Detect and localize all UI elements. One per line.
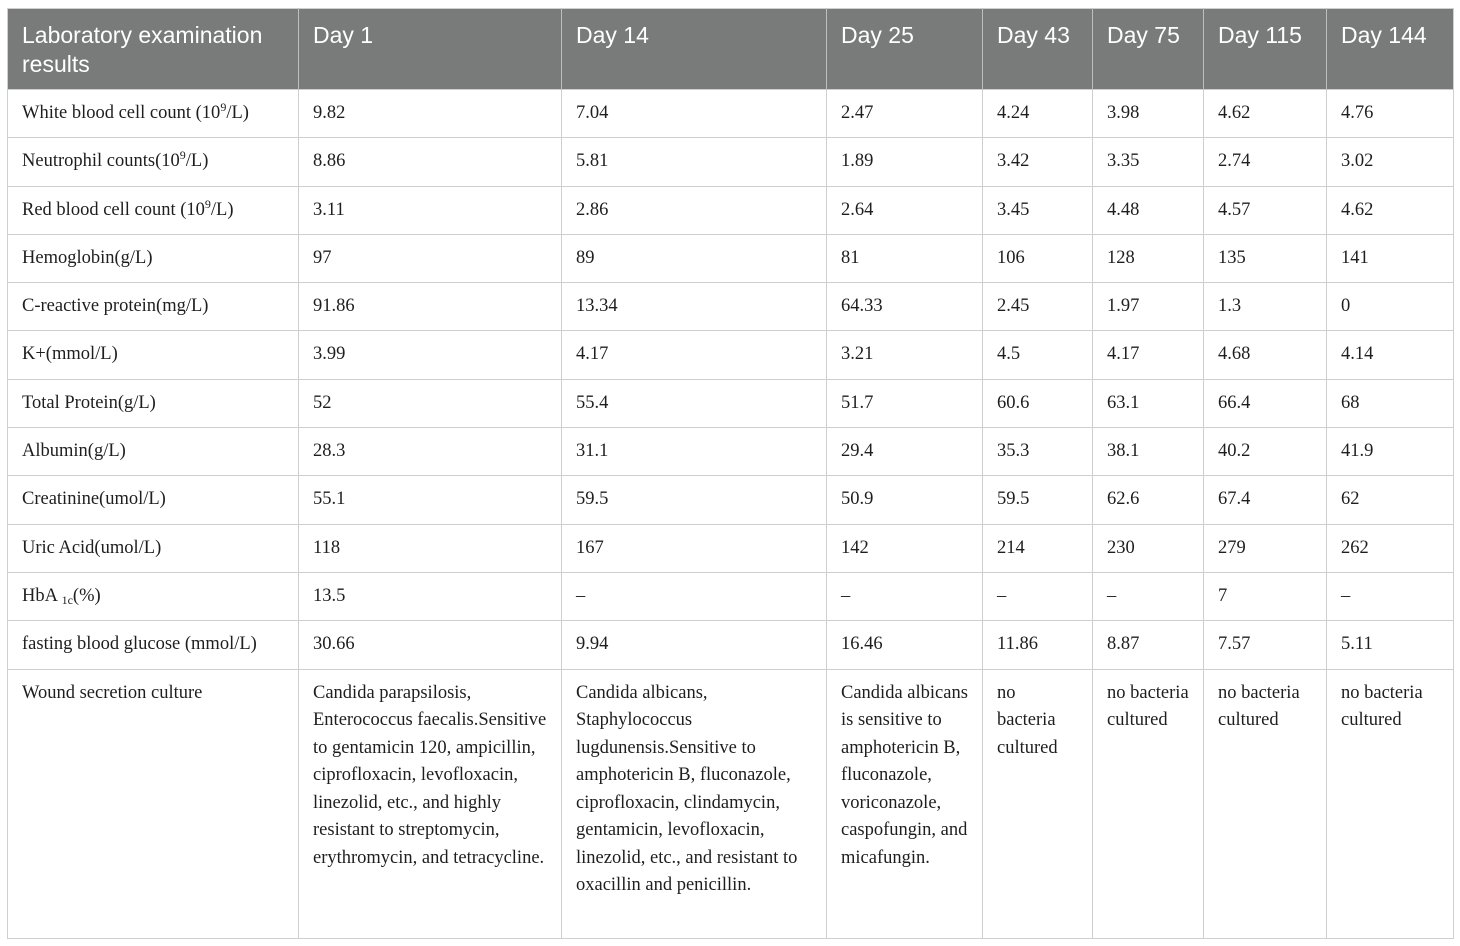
- value-cell: no bacteria cultured: [1204, 669, 1327, 938]
- value-cell: 38.1: [1093, 428, 1204, 476]
- value-cell: Candida parapsilosis, Enterococcus faecalis.Sensitive to gentamicin 120, ampicillin, ciprofloxacin, levofloxacin, linezolid, etc., and highly resistant to streptomycin, erythromycin, and tetracycline.: [299, 669, 562, 938]
- value-cell: 52: [299, 379, 562, 427]
- row-label: White blood cell count (10: [22, 103, 221, 123]
- row-label-subscript: 1c: [61, 592, 73, 607]
- value-cell: 40.2: [1204, 428, 1327, 476]
- value-cell: 66.4: [1204, 379, 1327, 427]
- row-label: Wound secretion culture: [22, 682, 203, 703]
- row-label-cell: [8, 428, 299, 476]
- value-cell: 106: [983, 234, 1093, 282]
- value-cell: 4.24: [983, 90, 1093, 138]
- value-cell: 3.11: [299, 186, 562, 234]
- value-cell: 3.98: [1093, 90, 1204, 138]
- value-cell: 4.17: [1093, 331, 1204, 379]
- row-label-unit: (%): [72, 585, 101, 606]
- row-label-cell: [8, 621, 299, 669]
- value-cell: 135: [1204, 234, 1327, 282]
- row-label: K+(mmol/L): [22, 344, 118, 365]
- row-label-cell: [8, 524, 299, 572]
- value-cell: 2.47: [827, 90, 983, 138]
- value-cell: 4.68: [1204, 331, 1327, 379]
- value-cell: 62.6: [1093, 476, 1204, 524]
- value-cell: 89: [562, 234, 827, 282]
- row-label: Red blood cell count (10: [22, 199, 205, 220]
- row-label-cell: [8, 90, 299, 138]
- value-cell: no bacteria cultured: [983, 669, 1093, 938]
- table-row: [8, 186, 1454, 234]
- header-cell-day-115: Day 115: [1204, 9, 1327, 90]
- value-cell: 3.42: [983, 138, 1093, 186]
- value-cell: no bacteria cultured: [1093, 669, 1204, 938]
- row-label-cell: [8, 669, 299, 938]
- row-label-superscript: 9: [204, 196, 211, 211]
- value-cell: 29.4: [827, 428, 983, 476]
- value-cell: 230: [1093, 524, 1204, 572]
- table-row: [8, 90, 1454, 138]
- value-cell: –: [827, 572, 983, 620]
- value-cell: 1.89: [827, 138, 983, 186]
- value-cell: 7.57: [1204, 621, 1327, 669]
- value-cell: –: [1093, 572, 1204, 620]
- row-label-superscript: 9: [179, 148, 186, 163]
- header-cell-test-name: Laboratory examination results: [8, 9, 299, 90]
- table-body: [8, 90, 1454, 939]
- value-cell: 142: [827, 524, 983, 572]
- table-row: [8, 476, 1454, 524]
- row-label: HbA: [22, 585, 62, 606]
- row-label: Neutrophil counts(10: [22, 151, 180, 172]
- value-cell: 167: [562, 524, 827, 572]
- value-cell: 2.86: [562, 186, 827, 234]
- value-cell: 31.1: [562, 428, 827, 476]
- table-row: [8, 379, 1454, 427]
- row-label-cell: [8, 283, 299, 331]
- header-cell-day-43: Day 43: [983, 9, 1093, 90]
- value-cell: 8.86: [299, 138, 562, 186]
- value-cell: 50.9: [827, 476, 983, 524]
- value-cell: 59.5: [983, 476, 1093, 524]
- value-cell: 279: [1204, 524, 1327, 572]
- value-cell: 9.82: [299, 90, 562, 138]
- value-cell: 118: [299, 524, 562, 572]
- value-cell: 141: [1327, 234, 1454, 282]
- value-cell: 4.17: [562, 331, 827, 379]
- row-label: Uric Acid(umol/L): [22, 537, 162, 558]
- value-cell: –: [562, 572, 827, 620]
- value-cell: 7.04: [562, 90, 827, 138]
- value-cell: 4.62: [1204, 90, 1327, 138]
- value-cell: 62: [1327, 476, 1454, 524]
- value-cell: 55.1: [299, 476, 562, 524]
- value-cell: 4.14: [1327, 331, 1454, 379]
- value-cell: 8.87: [1093, 621, 1204, 669]
- value-cell: –: [1327, 572, 1454, 620]
- table-row: [8, 283, 1454, 331]
- value-cell: 5.81: [562, 138, 827, 186]
- value-cell: 67.4: [1204, 476, 1327, 524]
- value-cell: 262: [1327, 524, 1454, 572]
- row-label-superscript: 9: [220, 100, 227, 114]
- table-row: [8, 138, 1454, 186]
- value-cell: 81: [827, 234, 983, 282]
- value-cell: 3.21: [827, 331, 983, 379]
- value-cell: 1.97: [1093, 283, 1204, 331]
- value-cell: 2.64: [827, 186, 983, 234]
- header-cell-day-25: Day 25: [827, 9, 983, 90]
- value-cell: no bacteria cultured: [1327, 669, 1454, 938]
- table-row: [8, 524, 1454, 572]
- value-cell: 64.33: [827, 283, 983, 331]
- value-cell: 4.76: [1327, 90, 1454, 138]
- value-cell: 3.45: [983, 186, 1093, 234]
- value-cell: 28.3: [299, 428, 562, 476]
- value-cell: 9.94: [562, 621, 827, 669]
- row-label: C-reactive protein(mg/L): [22, 296, 209, 317]
- value-cell: 7: [1204, 572, 1327, 620]
- value-cell: 11.86: [983, 621, 1093, 669]
- table-row: [8, 669, 1454, 938]
- value-cell: 0: [1327, 283, 1454, 331]
- row-label-cell: [8, 572, 299, 620]
- value-cell: 30.66: [299, 621, 562, 669]
- value-cell: 60.6: [983, 379, 1093, 427]
- header-row: [8, 9, 1454, 90]
- value-cell: 5.11: [1327, 621, 1454, 669]
- row-label-cell: [8, 331, 299, 379]
- row-label: fasting blood glucose (mmol/L): [22, 634, 257, 655]
- value-cell: 4.57: [1204, 186, 1327, 234]
- value-cell: 35.3: [983, 428, 1093, 476]
- row-label: Creatinine(umol/L): [22, 489, 166, 510]
- value-cell: 2.74: [1204, 138, 1327, 186]
- header-cell-day-14: Day 14: [562, 9, 827, 90]
- value-cell: 13.34: [562, 283, 827, 331]
- value-cell: 63.1: [1093, 379, 1204, 427]
- header-cell-day-144: Day 144: [1327, 9, 1454, 90]
- value-cell: 2.45: [983, 283, 1093, 331]
- header-cell-day-75: Day 75: [1093, 9, 1204, 90]
- value-cell: 4.5: [983, 331, 1093, 379]
- row-label-cell: [8, 379, 299, 427]
- row-label: Albumin(g/L): [22, 441, 126, 462]
- header-cell-day-1: Day 1: [299, 9, 562, 90]
- table-row: [8, 572, 1454, 620]
- table-row: [8, 621, 1454, 669]
- value-cell: Candida albicans, Staphylococcus lugdunensis.Sensitive to amphotericin B, fluconazole, ciprofloxacin, clindamycin, gentamicin, levofloxacin, linezolid, etc., and resistant to oxacillin and penicillin.: [562, 669, 827, 938]
- value-cell: 16.46: [827, 621, 983, 669]
- value-cell: 3.99: [299, 331, 562, 379]
- row-label-unit: /L): [185, 151, 209, 172]
- value-cell: 4.62: [1327, 186, 1454, 234]
- value-cell: 3.35: [1093, 138, 1204, 186]
- value-cell: 128: [1093, 234, 1204, 282]
- value-cell: 68: [1327, 379, 1454, 427]
- row-label-cell: [8, 186, 299, 234]
- value-cell: 59.5: [562, 476, 827, 524]
- table-row: [8, 428, 1454, 476]
- value-cell: 55.4: [562, 379, 827, 427]
- row-label-cell: [8, 476, 299, 524]
- value-cell: 1.3: [1204, 283, 1327, 331]
- value-cell: 214: [983, 524, 1093, 572]
- value-cell: 4.48: [1093, 186, 1204, 234]
- value-cell: 3.02: [1327, 138, 1454, 186]
- row-label-unit: /L): [210, 199, 234, 220]
- row-label-unit: /L): [226, 103, 249, 123]
- value-cell: 51.7: [827, 379, 983, 427]
- value-cell: 97: [299, 234, 562, 282]
- value-cell: Candida albicans is sensitive to amphotericin B, fluconazole, voriconazole, caspofungin, and micafungin.: [827, 669, 983, 938]
- row-label: Total Protein(g/L): [22, 392, 156, 413]
- row-label-cell: [8, 234, 299, 282]
- value-cell: 13.5: [299, 572, 562, 620]
- value-cell: 41.9: [1327, 428, 1454, 476]
- value-cell: 91.86: [299, 283, 562, 331]
- table-row: [8, 331, 1454, 379]
- value-cell: –: [983, 572, 1093, 620]
- row-label-cell: [8, 138, 299, 186]
- row-label: Hemoglobin(g/L): [22, 247, 153, 268]
- table-row: [8, 234, 1454, 282]
- lab-results-table: [7, 8, 1454, 939]
